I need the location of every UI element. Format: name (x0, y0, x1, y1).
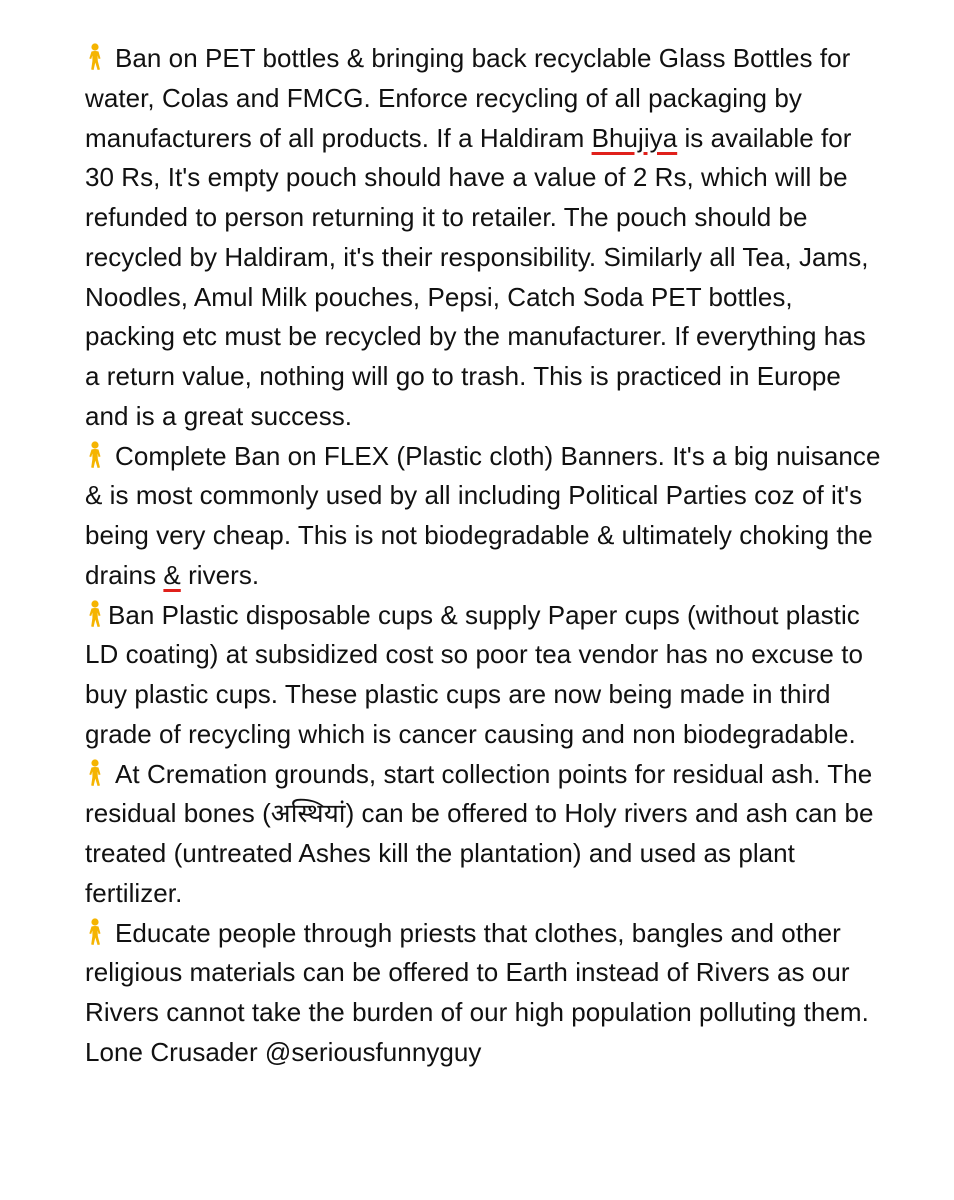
spellcheck-word: & (163, 559, 181, 590)
paragraph-text: Ban Plastic disposable cups & supply Paper cups (without plastic LD coating) at subsidized cost so poor tea vendor has no excuse to buy plastic cups. These plastic cups are now being made in third grade of recycling which is cancer causing and non biodegradable. (85, 599, 863, 749)
person-walking-icon (85, 759, 105, 787)
person-walking-icon (85, 441, 105, 469)
paragraph-text: Educate people through priests that clothes, bangles and other religious materials can be offered to Earth instead of Rivers as our Rivers cannot take the burden of our high population polluting them. (85, 917, 869, 1027)
document-body (85, 39, 885, 1073)
paragraph-text: rivers. (180, 559, 260, 590)
person-walking-icon (85, 43, 105, 71)
paragraph-flex-banners (85, 437, 885, 596)
paragraph-text: At Cremation grounds, start collection points for residual ash. The residual bones (अस्थियां) can be offered to Holy rivers and ash can be treated (untreated Ashes kill the plantation) and used as plant fertilizer. (85, 758, 874, 908)
paragraph-educate (85, 914, 885, 1033)
paragraph-text: Complete Ban on FLEX (Plastic cloth) Banners. It's a big nuisance & is most commonly used by all including Political Parties coz of it's being very cheap. This is not biodegradable & ultimately choking the drains (85, 440, 881, 590)
paragraph-cremation (85, 755, 885, 914)
spellcheck-word: Bhujiya (591, 122, 678, 153)
signature: Lone Crusader @seriousfunnyguy (85, 1036, 482, 1067)
paragraph-text: Ban on PET bottles & bringing back recyclable Glass Bottles for water, Colas and FMCG. Enforce recycling of all packaging by manufacturers of all products. If a Haldiram (85, 43, 851, 153)
paragraph-text: is available for 30 Rs, It's empty pouch should have a value of 2 Rs, which will be refunded to person returning it to retailer. The pouch should be recycled by Haldiram, it's their responsibility. Similarly all Tea, Jams, Noodles, Amul Milk pouches, Pepsi, Catch Soda PET bottles, packing etc must be recycled by the manufacturer. If everything has a return value, nothing will go to trash. This is practiced in Europe and is a great success. (85, 122, 869, 431)
person-walking-icon (85, 918, 105, 946)
paragraph-pet-bottles (85, 39, 885, 437)
paragraph-plastic-cups (85, 596, 885, 755)
person-walking-icon (85, 600, 105, 628)
